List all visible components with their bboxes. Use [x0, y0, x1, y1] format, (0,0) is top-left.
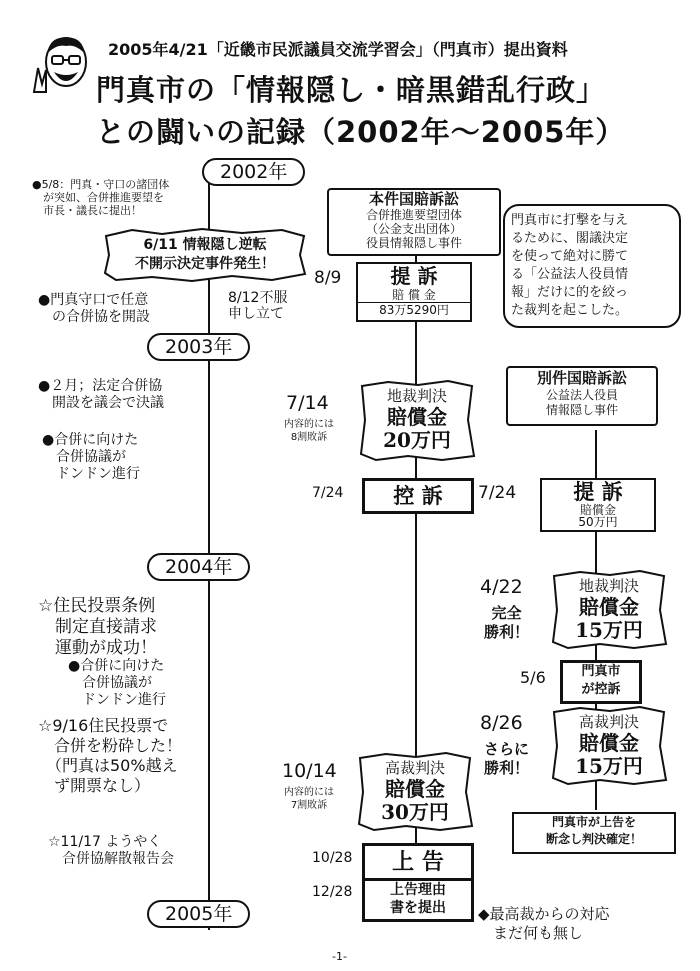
case1-filing-amount: 83万5290円 — [358, 302, 470, 317]
case2-date-4-22: 4/22 — [480, 576, 523, 598]
year-2002: 2002年 — [202, 158, 305, 186]
case2-city-appeal: 門真市 が控訴 — [560, 660, 642, 704]
case2-subtitle: 公益法人役員 情報隠し事件 — [545, 388, 618, 417]
case1-judgment2-label: 高裁判決 — [384, 759, 445, 777]
case1-reason-filed: 上告理由 書を提出 — [362, 878, 474, 922]
case2-judgment2-win: さらに 勝利！ — [484, 740, 530, 777]
case2-judgment1-burst — [550, 570, 668, 650]
case1-appeal-note: 8/12不服 申し立て — [228, 290, 288, 322]
case1-judgment1-label: 地裁判決 — [386, 387, 447, 405]
case2-judgment2-label: 高裁判決 — [578, 713, 639, 731]
case2-judgment1-label: 地裁判決 — [578, 577, 639, 595]
case2-judgment1-big: 賠償金 — [579, 595, 639, 619]
event-11-17-dissolution: ☆11/17 ようやく 合併協解散報告会 — [48, 834, 174, 867]
case1-date-10-14: 10/14 — [282, 760, 337, 782]
case1-koso: 控 訴 — [362, 478, 474, 514]
case2-filing-amount: 50万円 — [578, 515, 618, 529]
year-2005: 2005年 — [147, 900, 250, 928]
case1-subtitle: 合併推進要望団体 （公金支出団体） 役員情報隠し事件 — [365, 208, 462, 250]
event-6-11-line2: 不開示決定事件発生！ — [135, 256, 275, 272]
case1-title: 本件国賠訴訟 — [368, 190, 459, 208]
note-bubble: 門真市に打撃を与え るために、閣議決定 を使って絶対に勝て る「公益法人役員情 報」だけに的を絞っ た裁判を起こした。 — [503, 204, 681, 328]
year-2003: 2003年 — [147, 333, 250, 361]
case1-date-7-24: 7/24 — [312, 485, 344, 501]
case2-judgment1-win: 完全 勝利！ — [484, 604, 530, 641]
case1-judgment2-note: 内容的には 7割敗訴 — [284, 787, 334, 811]
case1-date-12-28: 12/28 — [312, 884, 353, 900]
case1-judgment1-note: 内容的には 8割敗訴 — [284, 419, 334, 443]
case2-date-7-24: 7/24 — [478, 483, 517, 503]
case1-judgment2-big: 賠償金 — [385, 777, 445, 801]
page-title-line1: 門真市の「情報隠し・暗黒錯乱行政」 — [96, 73, 607, 107]
event-merger-progress-2: ●合併に向けた 合併協議が ドンドン進行 — [68, 658, 166, 708]
year-2004: 2004年 — [147, 553, 250, 581]
avatar — [30, 34, 92, 96]
case1-judgment1-burst — [358, 380, 476, 462]
event-referendum-ordinance: ☆住民投票条例 制定直接請求 運動が成功！ — [38, 596, 157, 658]
case1-filing-box — [356, 262, 472, 322]
case1-date-10-28: 10/28 — [312, 850, 353, 866]
case1-final-status: ◆最高裁からの対応 まだ何も無し — [478, 905, 610, 942]
event-6-11-burst — [102, 228, 308, 282]
case1-judgment1-amount: 20万円 — [383, 428, 451, 452]
document-header: 2005年4/21「近畿市民派議員交流学習会」（門真市）提出資料 — [108, 40, 568, 59]
event-6-11-line1: 6/11 情報隠し逆転 — [143, 237, 267, 253]
case2-judgment2-burst — [550, 706, 668, 786]
case1-judgment1-big: 賠償金 — [387, 405, 447, 429]
case2-filing-box — [540, 478, 656, 532]
event-referendum-9-16: ☆9/16住民投票で 合併を粉砕した！ （門真は50%越え ず開票なし） — [38, 716, 183, 795]
case1-judgment2-burst — [356, 752, 474, 832]
case1-filing-sub: 賠 償 金 — [392, 288, 436, 302]
case1-judgment2-amount: 30万円 — [381, 800, 449, 824]
case1-filing: 提 訴 — [390, 264, 438, 288]
event-feb-legal-council: ●２月；法定合併協 開設を議会で決議 — [38, 378, 164, 411]
case2-filing: 提 訴 — [573, 479, 623, 504]
event-5-8: ●5/8：門真・守口の諸団体 が突如、合併推進要望を 市長・議長に提出！ — [32, 178, 170, 217]
case2-date-8-26: 8/26 — [480, 712, 523, 734]
case1-jokoku: 上 告 — [362, 843, 474, 881]
case2-judgment2-amount: 15万円 — [575, 754, 643, 778]
page-title-line2: との闘いの記録（2002年～2005年） — [96, 115, 626, 149]
case2-judgment2-big: 賠償金 — [579, 731, 639, 755]
event-merger-progress-1: ●合併に向けた 合併協議が ドンドン進行 — [42, 432, 140, 482]
case2-judgment1-amount: 15万円 — [575, 618, 643, 642]
case2-date-5-6: 5/6 — [520, 668, 546, 687]
case2-title-box — [506, 366, 658, 426]
case2-title: 別件国賠訴訟 — [536, 369, 627, 387]
case2-final-status: 門真市が上告を 断念し判決確定！ — [512, 812, 676, 854]
case1-title-box — [327, 188, 501, 256]
case1-date-8-9: 8/9 — [314, 268, 342, 288]
event-optional-council: ●門真守口で任意 の合併協を開設 — [38, 292, 150, 325]
page-number: -1- — [332, 950, 347, 963]
case1-date-7-14: 7/14 — [286, 392, 329, 414]
case2-filing-sub: 賠償金 — [579, 503, 616, 517]
